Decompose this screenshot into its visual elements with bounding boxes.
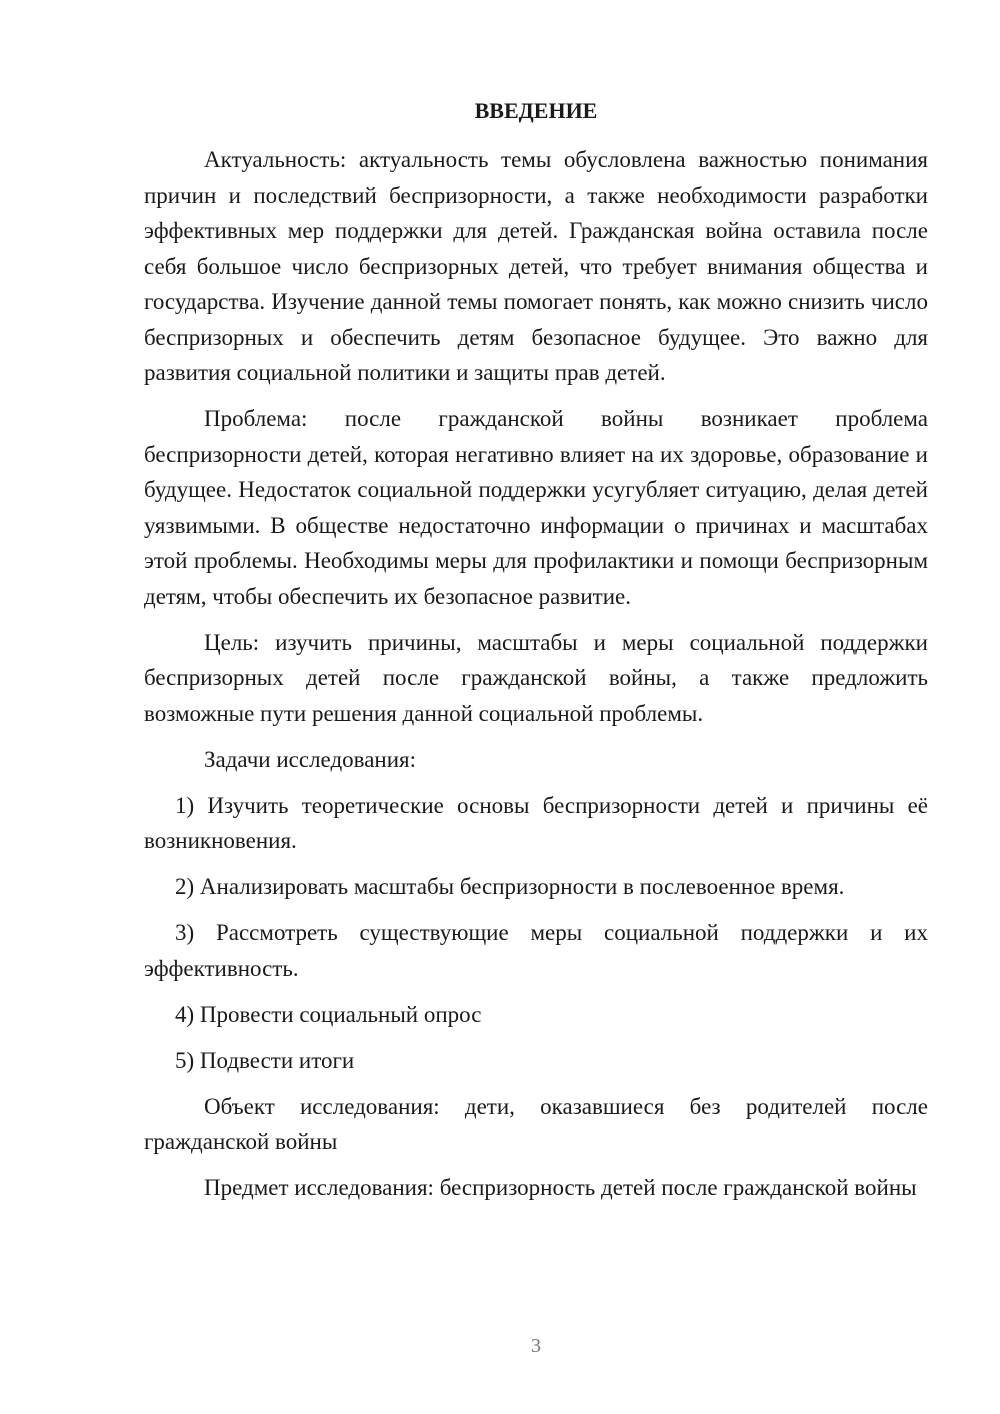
task-item-1: 1) Изучить теоретические основы беспризорности детей и причины её возникновения. [144, 792, 928, 853]
task-item-5: 5) Подвести итоги [175, 1047, 355, 1073]
subject-paragraph: Предмет исследования: беспризорность детей после гражданской войны [204, 1175, 917, 1200]
object-paragraph: Объект исследования: дети, оказавшиеся без родителей после гражданской войны [144, 1093, 928, 1154]
problem-paragraph: Проблема: после гражданской войны возникает проблема беспризорности детей, которая негативно влияет на их здоровье, образование и будущее. Недостаток социальной поддержки усугубляет ситуацию, делая детей уязвимыми. В обществе недостаточно информации о причинах и масштабах этой проблемы. Необходимы меры для профилактики и помощи беспризорным детям, чтобы обеспечить их безопасное развитие. [144, 406, 928, 609]
task-item-2: 2) Анализировать масштабы беспризорности в послевоенное время. [175, 874, 845, 899]
task-item-4: 4) Провести социальный опрос [175, 1001, 482, 1027]
tasks-heading: Задачи исследования: [204, 746, 417, 772]
document-body [144, 142, 928, 1216]
goal-paragraph: Цель: изучить причины, масштабы и меры социальной поддержки беспризорных детей после гражданской войны, а также предложить возможные пути решения данной социальной проблемы. [144, 629, 928, 726]
task-item-3: 3) Рассмотреть существующие меры социальной поддержки и их эффективность. [144, 920, 928, 981]
page-number: 3 [531, 1335, 541, 1357]
page-title: ВВЕДЕНИЕ [474, 98, 598, 123]
relevance-paragraph: Актуальность: актуальность темы обусловлена важностью понимания причин и последствий беспризорности, а также необходимости разработки эффективных мер поддержки для детей. Гражданская война оставила после себя большое число беспризорных детей, что требует внимания общества и государства. Изучение данной темы помогает понять, как можно снизить число беспризорных и обеспечить детям безопасное будущее. Это важно для развития социальной политики и защиты прав детей. [144, 147, 928, 385]
